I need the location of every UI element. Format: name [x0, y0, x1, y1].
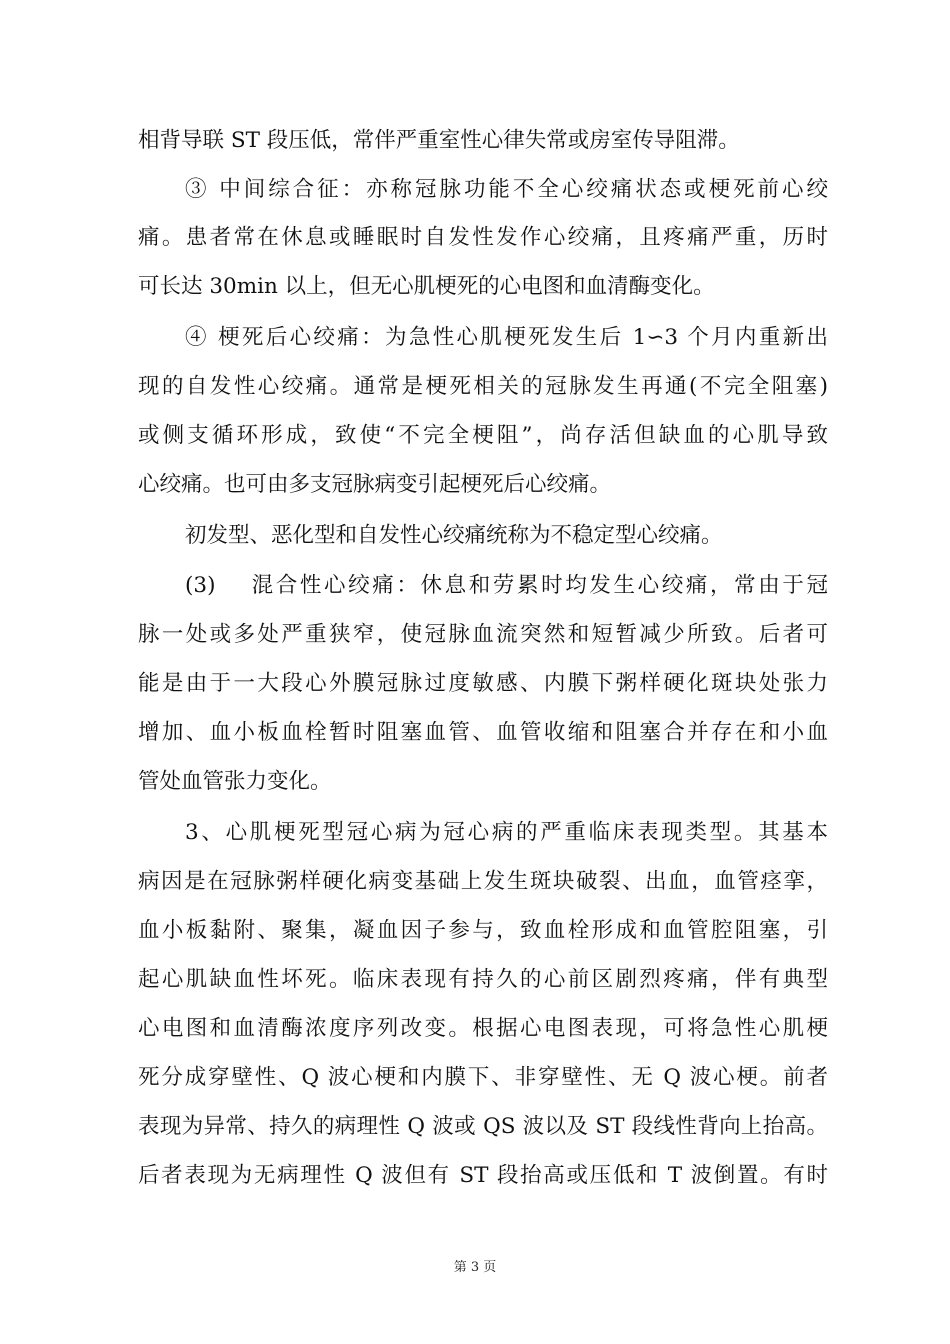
text-line: 心电图和血清酶浓度序列改变。根据心电图表现，可将急性心肌梗	[138, 1016, 828, 1041]
text-line: 初发型、恶化型和自发性心绞痛统称为不稳定型心绞痛。	[185, 523, 723, 548]
text-line: 管处血管张力变化。	[138, 769, 332, 794]
page-number: 第 3 页	[453, 1260, 497, 1275]
text-line: (3) 混合性心绞痛：休息和劳累时均发生心绞痛，常由于冠	[185, 573, 828, 598]
text-line: 病因是在冠脉粥样硬化病变基础上发生斑块破裂、出血，血管痉挛，	[138, 869, 828, 894]
text-line: 后者表现为无病理性 Q 波但有 ST 段抬高或压低和 T 波倒置。有时	[138, 1163, 828, 1188]
text-line: 血小板黏附、聚集，凝血因子参与，致血栓形成和血管腔阻塞，引	[138, 918, 828, 943]
text-line: 可长达 30min 以上，但无心肌梗死的心电图和血清酶变化。	[138, 274, 715, 299]
text-line: 死分成穿壁性、Q 波心梗和内膜下、非穿壁性、无 Q 波心梗。前者	[138, 1065, 828, 1090]
text-line: ③ 中间综合征：亦称冠脉功能不全心绞痛状态或梗死前心绞	[185, 177, 828, 202]
text-line: ④ 梗死后心绞痛：为急性心肌梗死发生后 1∽3 个月内重新出	[185, 325, 828, 350]
text-line: 脉一处或多处严重狭窄，使冠脉血流突然和短暂减少所致。后者可	[138, 622, 828, 647]
text-line: 能是由于一大段心外膜冠脉过度敏感、内膜下粥样硬化斑块处张力	[138, 671, 828, 696]
text-line: 起心肌缺血性坏死。临床表现有持久的心前区剧烈疼痛，伴有典型	[138, 967, 828, 992]
text-line: 增加、血小板血栓暂时阻塞血管、血管收缩和阻塞合并存在和小血	[138, 720, 828, 745]
text-line: 痛。患者常在休息或睡眠时自发性发作心绞痛，且疼痛严重，历时	[138, 225, 828, 250]
text-line: 或侧支循环形成，致使“不完全梗阻”，尚存活但缺血的心肌导致	[138, 423, 828, 448]
text-line: 3、心肌梗死型冠心病为冠心病的严重临床表现类型。其基本	[185, 820, 828, 845]
text-line: 相背导联 ST 段压低，常伴严重室性心律失常或房室传导阻滞。	[138, 128, 740, 153]
text-line: 心绞痛。也可由多支冠脉病变引起梗死后心绞痛。	[138, 472, 612, 497]
text-line: 表现为异常、持久的病理性 Q 波或 QS 波以及 ST 段线性背向上抬高。	[138, 1114, 828, 1139]
text-line: 现的自发性心绞痛。通常是梗死相关的冠脉发生再通(不完全阻塞)	[138, 374, 828, 399]
